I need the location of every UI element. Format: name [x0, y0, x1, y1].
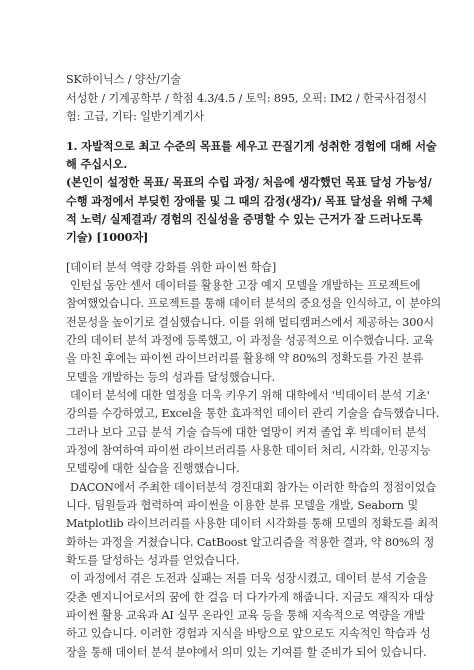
- profile-line-1: 서성한 / 기계공학부 / 학점 4.3/4.5 / 토익: 895, 오픽: IM2 / 한국사검정시: [66, 92, 427, 105]
- answer-line: DACON에서 주최한 데이터분석 경진대회 참가는 이러한 학습의 정점이었습: [70, 481, 437, 494]
- answer-line: 모델을 개발하는 등의 성과를 달성했습니다.: [66, 371, 275, 384]
- answer-line: 데이터 분석에 대한 열정을 더욱 키우기 위해 대학에서 '빅데이터 분석 기초': [70, 389, 430, 402]
- answer-heading: [데이터 분석 역량 강화를 위한 파이썬 학습]: [66, 261, 277, 274]
- answer-line: 하고 있습니다. 이러한 경험과 지식을 바탕으로 앞으로도 지속적인 학습과 성: [66, 627, 431, 640]
- question-line: 수행 과정에서 부딪힌 장애물 및 그 때의 감정(생각)/ 목표 달성을 위해 구체: [66, 194, 433, 208]
- question-line: 1. 자발적으로 최고 수준의 목표를 세우고 끈질기게 성취한 경험에 대해 서술: [66, 139, 437, 153]
- answer-line: 모델링에 대한 실습을 진행했습니다.: [66, 462, 240, 475]
- answer-line: 과정에 참여하여 파이썬 라이브러리를 사용한 데이터 처리, 시각화, 인공지능: [66, 444, 431, 457]
- answer-line: 인턴십 동안 센서 데이터를 활용한 고장 예지 모델을 개발하는 프로젝트에: [70, 279, 421, 292]
- answer-line: 니다. 팀원들과 협력하여 파이썬을 이용한 분류 모델을 개발, Seaborn 및: [66, 499, 418, 512]
- answer-line: 이 과정에서 겪은 도전과 실패는 저를 더욱 성장시켰고, 데이터 분석 기술을: [70, 572, 428, 585]
- answer-line: 확도를 달성하는 성과를 얻었습니다.: [66, 554, 240, 567]
- answer-line: 장을 통해 데이터 분석 분야에서 의미 있는 기여를 할 준비가 되어 있습니다.: [66, 646, 427, 659]
- profile-line-2: 험: 고급, 기타: 일반기계기사: [66, 110, 205, 123]
- answer-line: 화하는 과정을 거쳤습니다. CatBoost 알고리즘을 적용한 결과, 약 80%의 정: [66, 536, 435, 549]
- answer-line: 전문성을 높이기로 결심했습니다. 이를 위해 멀티캠퍼스에서 제공하는 300시: [66, 316, 434, 329]
- answer-line: 참여했었습니다. 프로젝트를 통해 데이터 분석의 중요성을 인식하고, 이 분야의: [66, 297, 442, 310]
- answer-line: 강의를 수강하였고, Excel을 통한 효과적인 데이터 관리 기술을 습득했습니다.: [66, 407, 440, 420]
- company-position-line: SK하이닉스 / 양산/기술: [66, 73, 182, 86]
- answer-line: 간의 데이터 분석 과정에 등록했고, 이 과정을 성공적으로 이수했습니다. 교육: [66, 334, 434, 347]
- answer-line: 갖춘 엔지니어로서의 꿈에 한 걸음 더 다가가게 해줍니다. 지금도 재직자 대상: [66, 591, 434, 604]
- question-line: 기술) [1000자]: [66, 230, 149, 244]
- question-line: 해 주십시오.: [66, 157, 128, 171]
- answer-line: 그러나 보다 고급 분석 기술 습득에 대한 열망이 커져 졸업 후 빅데이터 분석: [66, 426, 427, 439]
- answer-line: 을 마친 후에는 파이썬 라이브러리를 활용해 약 80%의 정확도를 가진 분류: [66, 352, 423, 365]
- question-line: (본인이 설정한 목표/ 목표의 수립 과정/ 처음에 생각했던 목표 달성 가능성/: [66, 175, 432, 189]
- question-line: 적 노력/ 실제결과/ 경험의 진실성을 증명할 수 있는 근거가 잘 드러나도록: [66, 212, 423, 226]
- answer-line: Matplotlib 라이브러리를 사용한 데이터 시각화를 통해 모델의 정확도를 최적: [66, 517, 439, 530]
- answer-line: 파이썬 활용 교육과 AI 실무 온라인 교육 등을 통해 지속적으로 역량을 개발: [66, 609, 425, 622]
